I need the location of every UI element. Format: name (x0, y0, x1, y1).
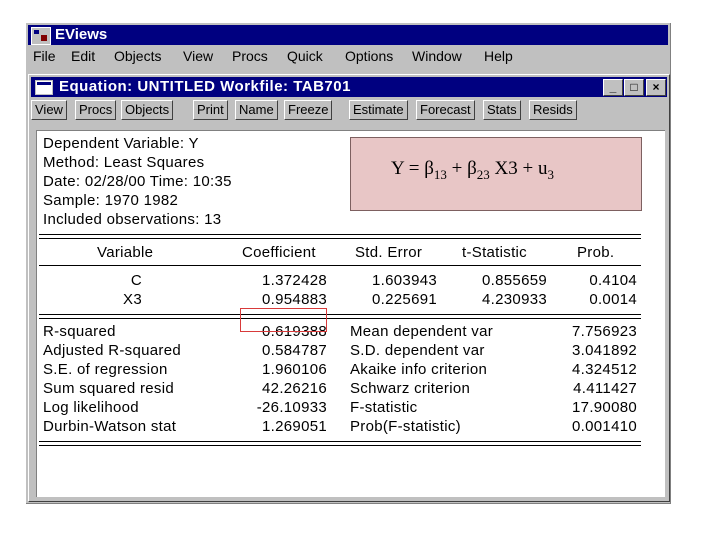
equation-window (28, 74, 670, 502)
stat-label-ssr: Sum squared resid (43, 380, 174, 397)
stat-label-log-likelihood: Log likelihood (43, 399, 139, 416)
coefficient-highlight-box (240, 308, 327, 332)
menu-window[interactable]: Window (412, 48, 462, 64)
stat-value-ssr: 42.26216 (262, 380, 327, 397)
row-x3-std-error: 0.225691 (372, 291, 437, 308)
stat-label-durbin-watson: Durbin-Watson stat (43, 418, 177, 435)
stats-top-rule (39, 314, 641, 315)
dependent-variable-line: Dependent Variable: Y (43, 135, 199, 152)
equation-toolbar (31, 100, 667, 122)
stat-label-schwarz: Schwarz criterion (350, 380, 471, 397)
equation-window-icon[interactable] (35, 80, 53, 95)
equation-output-pane[interactable] (36, 130, 665, 497)
menu-objects[interactable]: Objects (114, 48, 162, 64)
stat-value-adj-r-squared: 0.584787 (262, 342, 327, 359)
stat-value-sd-dep: 3.041892 (572, 342, 637, 359)
equation-overlay-box (350, 137, 642, 211)
menu-bar (28, 46, 668, 66)
date-line: Date: 02/28/00 Time: 10:35 (43, 173, 232, 190)
sample-line: Sample: 1970 1982 (43, 192, 179, 209)
row-c-coefficient: 1.372428 (262, 272, 327, 289)
eviews-app-icon[interactable] (31, 27, 51, 45)
stats-top-rule-double (39, 318, 641, 319)
regression-equation: $Y = \beta_{13} + \beta_{23}$ $X3 + u_3$ (391, 158, 554, 182)
objects-button[interactable]: Objects (121, 100, 173, 120)
equation-window-title-bar[interactable] (31, 77, 667, 97)
resids-button[interactable]: Resids (529, 100, 577, 120)
eviews-app-window (25, 22, 671, 504)
included-observations-line: Included observations: 13 (43, 211, 222, 228)
col-header-coefficient: Coefficient (242, 244, 316, 261)
stat-value-se-regression: 1.960106 (262, 361, 327, 378)
stat-label-mean-dep: Mean dependent var (350, 323, 493, 340)
close-button[interactable]: × (646, 79, 666, 96)
method-line: Method: Least Squares (43, 154, 205, 171)
stat-value-mean-dep: 7.756923 (572, 323, 637, 340)
stat-value-durbin-watson: 1.269051 (262, 418, 327, 435)
row-x3-t-statistic: 4.230933 (482, 291, 547, 308)
menu-quick[interactable]: Quick (287, 48, 323, 64)
app-title-bar[interactable] (28, 25, 668, 45)
row-x3-variable: X3 (123, 291, 142, 308)
forecast-button[interactable]: Forecast (416, 100, 475, 120)
table-top-rule-double (39, 238, 641, 239)
col-header-variable: Variable (97, 244, 154, 261)
stat-value-akaike: 4.324512 (572, 361, 637, 378)
col-header-t-statistic: t-Statistic (462, 244, 527, 261)
estimate-button[interactable]: Estimate (349, 100, 408, 120)
procs-button[interactable]: Procs (75, 100, 116, 120)
menu-view[interactable]: View (183, 48, 214, 64)
row-c-t-statistic: 0.855659 (482, 272, 547, 289)
stat-label-f-stat: F-statistic (350, 399, 418, 416)
row-x3-coefficient: 0.954883 (262, 291, 327, 308)
table-header-rule (39, 265, 641, 266)
view-button[interactable]: View (31, 100, 67, 120)
stat-label-r-squared: R-squared (43, 323, 116, 340)
stat-label-sd-dep: S.D. dependent var (350, 342, 485, 359)
menu-procs[interactable]: Procs (232, 48, 268, 64)
table-top-rule (39, 234, 641, 235)
stats-bottom-rule (39, 441, 641, 442)
stats-bottom-rule-double (39, 445, 641, 446)
row-c-variable: C (130, 272, 142, 289)
stat-value-f-stat: 17.90080 (572, 399, 637, 416)
col-header-prob: Prob. (577, 244, 615, 261)
stat-label-se-regression: S.E. of regression (43, 361, 168, 378)
row-x3-prob: 0.0014 (589, 291, 637, 308)
menu-file[interactable]: File (33, 48, 56, 64)
stat-label-adj-r-squared: Adjusted R-squared (43, 342, 181, 359)
row-c-std-error: 1.603943 (372, 272, 437, 289)
equation-window-title: Equation: UNTITLED Workfile: TAB701 (59, 78, 351, 95)
print-button[interactable]: Print (193, 100, 228, 120)
stat-value-log-likelihood: -26.10933 (256, 399, 327, 416)
menu-options[interactable]: Options (345, 48, 394, 64)
minimize-button[interactable]: _ (603, 79, 623, 96)
stat-value-schwarz: 4.411427 (573, 380, 637, 397)
menu-help[interactable]: Help (484, 48, 513, 64)
maximize-button[interactable]: □ (624, 79, 644, 96)
app-title: EViews (55, 26, 108, 43)
col-header-std-error: Std. Error (355, 244, 423, 261)
name-button[interactable]: Name (235, 100, 278, 120)
stat-value-r-squared: 0.619388 (262, 323, 327, 340)
row-c-prob: 0.4104 (589, 272, 637, 289)
stats-button[interactable]: Stats (483, 100, 521, 120)
stat-label-prob-f: Prob(F-statistic) (350, 418, 461, 435)
stat-value-prob-f: 0.001410 (572, 418, 637, 435)
stat-label-akaike: Akaike info criterion (350, 361, 488, 378)
menu-edit[interactable]: Edit (71, 48, 96, 64)
freeze-button[interactable]: Freeze (284, 100, 332, 120)
